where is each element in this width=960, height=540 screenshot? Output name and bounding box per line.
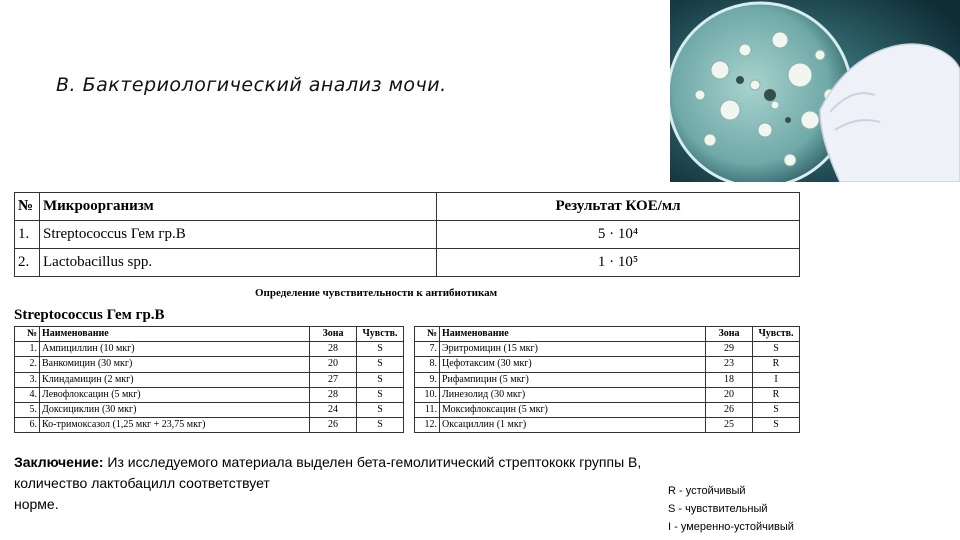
row-num: 2. — [15, 249, 40, 277]
row-sens: S — [357, 357, 404, 372]
row-sens: R — [753, 357, 800, 372]
slide-title: B. Бактериологический анализ мочи. — [56, 74, 447, 96]
legend-item-i: I - умеренно-устойчивый — [668, 521, 794, 533]
conclusion-line2: количество лактобацилл соответствует — [14, 475, 270, 491]
antibiotic-table-right — [414, 326, 800, 433]
table-row — [15, 357, 404, 372]
row-zone: 26 — [310, 418, 357, 433]
row-zone: 25 — [706, 418, 753, 433]
row-num: 1. — [15, 221, 40, 249]
row-name: Эритромицин (15 мкг) — [440, 342, 706, 357]
row-name: Моксифлоксацин (5 мкг) — [440, 402, 706, 417]
row-sens: S — [357, 342, 404, 357]
table-row — [15, 249, 800, 277]
result-table-header — [15, 193, 800, 221]
row-name: Оксациллин (1 мкг) — [440, 418, 706, 433]
row-zone: 18 — [706, 372, 753, 387]
conclusion-line3: норме. — [14, 496, 59, 512]
row-num: 8. — [415, 357, 440, 372]
row-sens: S — [357, 372, 404, 387]
row-name: Ампициллин (10 мкг) — [40, 342, 310, 357]
table-row — [15, 387, 404, 402]
row-sens: S — [753, 342, 800, 357]
row-sens: R — [753, 387, 800, 402]
header-sens: Чувств. — [357, 327, 404, 342]
table-row — [15, 342, 404, 357]
row-num: 7. — [415, 342, 440, 357]
row-organism: Lactobacillus spp. — [40, 249, 437, 277]
row-sens: S — [753, 402, 800, 417]
row-name: Ко-тримоксазол (1,25 мкг + 23,75 мкг) — [40, 418, 310, 433]
header-num: № — [415, 327, 440, 342]
table-row — [15, 402, 404, 417]
row-zone: 26 — [706, 402, 753, 417]
antibiotic-table-left — [14, 326, 404, 433]
row-zone: 27 — [310, 372, 357, 387]
header-zone: Зона — [310, 327, 357, 342]
antibiotic-header — [415, 327, 800, 342]
row-organism: Streptococcus Гем гр.B — [40, 221, 437, 249]
conclusion-label: Заключение: — [14, 454, 104, 470]
row-zone: 23 — [706, 357, 753, 372]
petri-dish-photo — [670, 0, 960, 182]
row-zone: 28 — [310, 342, 357, 357]
row-num: 12. — [415, 418, 440, 433]
table-row — [415, 342, 800, 357]
row-name: Левофлоксацин (5 мкг) — [40, 387, 310, 402]
table-row — [15, 372, 404, 387]
row-num: 6. — [15, 418, 40, 433]
header-num: № — [15, 327, 40, 342]
row-num: 2. — [15, 357, 40, 372]
header-zone: Зона — [706, 327, 753, 342]
row-num: 9. — [415, 372, 440, 387]
sensitivity-title: Определение чувствительности к антибиотикам — [255, 287, 498, 299]
legend — [668, 482, 794, 536]
row-sens: I — [753, 372, 800, 387]
table-row — [15, 221, 800, 249]
table-row — [415, 418, 800, 433]
result-table — [14, 192, 800, 277]
row-num: 10. — [415, 387, 440, 402]
row-num: 1. — [15, 342, 40, 357]
header-sens: Чувств. — [753, 327, 800, 342]
row-result: 1 · 10⁵ — [437, 249, 800, 277]
conclusion-line1: Из исследуемого материала выделен бета-гемолитический стрептококк группы B, — [107, 454, 642, 470]
petri-dish-image — [670, 0, 960, 182]
table-row — [415, 387, 800, 402]
header-name: Наименование — [440, 327, 706, 342]
table-row — [415, 402, 800, 417]
row-num: 3. — [15, 372, 40, 387]
row-zone: 24 — [310, 402, 357, 417]
row-sens: S — [357, 387, 404, 402]
row-sens: S — [753, 418, 800, 433]
row-sens: S — [357, 418, 404, 433]
header-name: Наименование — [40, 327, 310, 342]
row-name: Клиндамицин (2 мкг) — [40, 372, 310, 387]
row-name: Линезолид (30 мкг) — [440, 387, 706, 402]
conclusion — [14, 452, 734, 515]
row-result: 5 · 10⁴ — [437, 221, 800, 249]
row-zone: 20 — [310, 357, 357, 372]
legend-item-r: R - устойчивый — [668, 485, 746, 497]
row-name: Доксициклин (30 мкг) — [40, 402, 310, 417]
row-num: 5. — [15, 402, 40, 417]
row-zone: 28 — [310, 387, 357, 402]
table-row — [415, 372, 800, 387]
row-name: Рифампицин (5 мкг) — [440, 372, 706, 387]
row-num: 4. — [15, 387, 40, 402]
row-zone: 20 — [706, 387, 753, 402]
header-organism: Микроорганизм — [40, 193, 437, 221]
header-num: № — [15, 193, 40, 221]
antibiotic-header — [15, 327, 404, 342]
legend-item-s: S - чувствительный — [668, 503, 768, 515]
table-row — [415, 357, 800, 372]
organism-heading: Streptococcus Гем гр.B — [14, 307, 165, 323]
row-sens: S — [357, 402, 404, 417]
header-result: Результат КОЕ/мл — [437, 193, 800, 221]
row-num: 11. — [415, 402, 440, 417]
row-name: Ванкомицин (30 мкг) — [40, 357, 310, 372]
table-row — [15, 418, 404, 433]
row-zone: 29 — [706, 342, 753, 357]
row-name: Цефотаксим (30 мкг) — [440, 357, 706, 372]
